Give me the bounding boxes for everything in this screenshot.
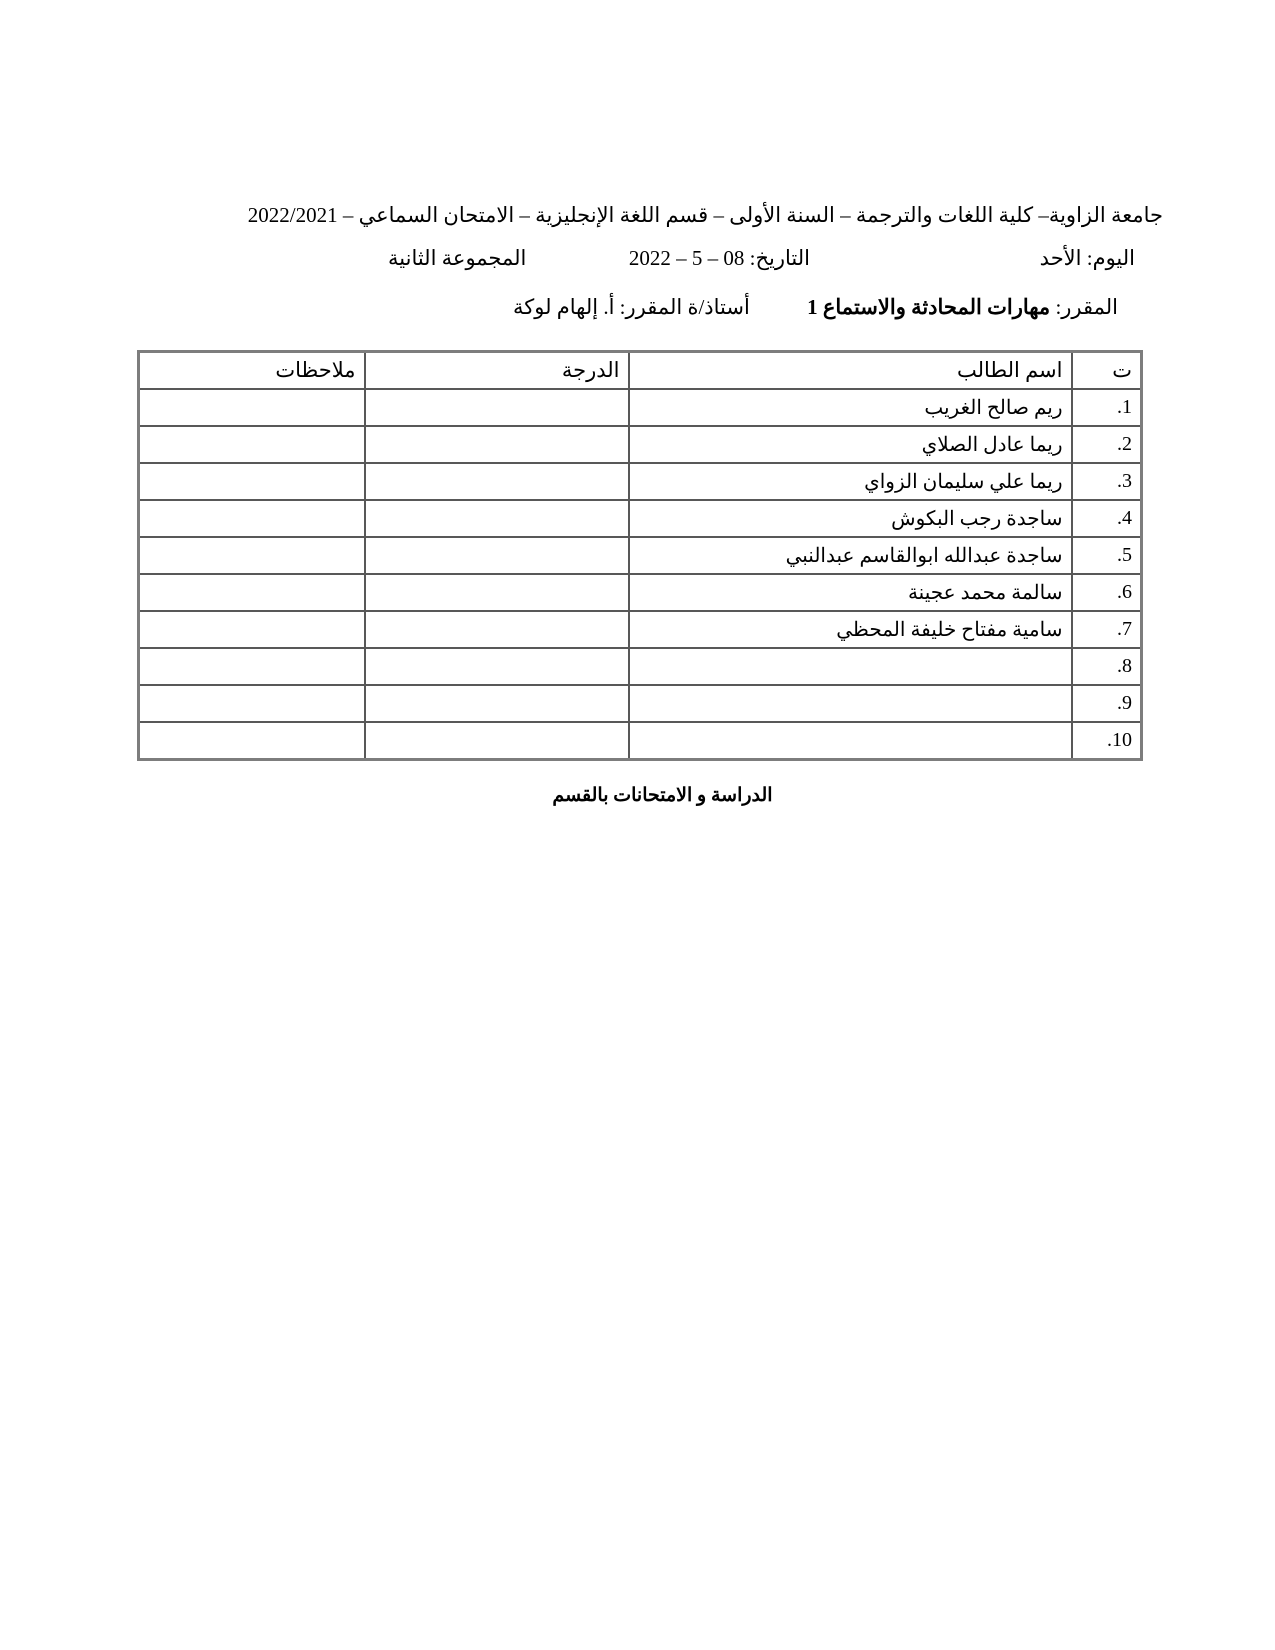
student-name-cell	[629, 722, 1072, 760]
student-name-cell: ريم صالح الغريب	[629, 389, 1072, 426]
table-row	[139, 389, 1142, 426]
table-row	[139, 648, 1142, 685]
table-row	[139, 500, 1142, 537]
header-number: ت	[1072, 352, 1142, 390]
document-title: جامعة الزاوية– كلية اللغات والترجمة – السنة الأولى – قسم اللغة الإنجليزية – الامتحان السماعي – 2022/2021	[247, 203, 1163, 227]
students-table	[137, 350, 1143, 761]
row-number-cell: 4.	[1072, 500, 1142, 537]
header-grade: الدرجة	[365, 352, 629, 390]
student-name-cell	[629, 685, 1072, 722]
course-line	[807, 295, 1118, 320]
table-header-row	[139, 352, 1142, 390]
student-name-cell: ريما علي سليمان الزواي	[629, 463, 1072, 500]
student-name-cell: سامية مفتاح خليفة المحظي	[629, 611, 1072, 648]
notes-cell	[139, 685, 365, 722]
date-label: التاريخ: 08 – 5 – 2022	[628, 246, 810, 270]
notes-cell	[139, 537, 365, 574]
grade-cell	[365, 426, 629, 463]
header-name: اسم الطالب	[629, 352, 1072, 390]
row-number-cell: 6.	[1072, 574, 1142, 611]
grade-cell	[365, 463, 629, 500]
course-name: مهارات المحادثة والاستماع 1	[807, 295, 1051, 319]
notes-cell	[139, 463, 365, 500]
student-name-cell	[629, 648, 1072, 685]
row-number-cell: 10.	[1072, 722, 1142, 760]
row-number-cell: 8.	[1072, 648, 1142, 685]
table-row	[139, 722, 1142, 760]
notes-cell	[139, 574, 365, 611]
table-row	[139, 537, 1142, 574]
notes-cell	[139, 500, 365, 537]
row-number-cell: 3.	[1072, 463, 1142, 500]
grade-cell	[365, 648, 629, 685]
student-name-cell: ساجدة عبدالله ابوالقاسم عبدالنبي	[629, 537, 1072, 574]
grade-cell	[365, 722, 629, 760]
notes-cell	[139, 722, 365, 760]
day-label: اليوم: الأحد	[1039, 246, 1135, 270]
grade-cell	[365, 389, 629, 426]
student-name-cell: ريما عادل الصلاي	[629, 426, 1072, 463]
footer-note: الدراسة و الامتحانات بالقسم	[552, 785, 773, 806]
group-label: المجموعة الثانية	[388, 246, 527, 270]
notes-cell	[139, 648, 365, 685]
table-row	[139, 611, 1142, 648]
row-number-cell: 9.	[1072, 685, 1142, 722]
grade-cell	[365, 537, 629, 574]
row-number-cell: 1.	[1072, 389, 1142, 426]
grade-cell	[365, 500, 629, 537]
instructor-label: أستاذ/ة المقرر: أ. إلهام لوكة	[513, 295, 750, 319]
grade-cell	[365, 611, 629, 648]
table-row	[139, 574, 1142, 611]
table-row	[139, 685, 1142, 722]
row-number-cell: 7.	[1072, 611, 1142, 648]
table-row	[139, 463, 1142, 500]
grade-cell	[365, 574, 629, 611]
table-row	[139, 426, 1142, 463]
course-label: المقرر:	[1050, 295, 1118, 319]
grade-cell	[365, 685, 629, 722]
row-number-cell: 5.	[1072, 537, 1142, 574]
notes-cell	[139, 389, 365, 426]
student-name-cell: سالمة محمد عجينة	[629, 574, 1072, 611]
notes-cell	[139, 611, 365, 648]
notes-cell	[139, 426, 365, 463]
row-number-cell: 2.	[1072, 426, 1142, 463]
header-notes: ملاحظات	[139, 352, 365, 390]
student-name-cell: ساجدة رجب البكوش	[629, 500, 1072, 537]
